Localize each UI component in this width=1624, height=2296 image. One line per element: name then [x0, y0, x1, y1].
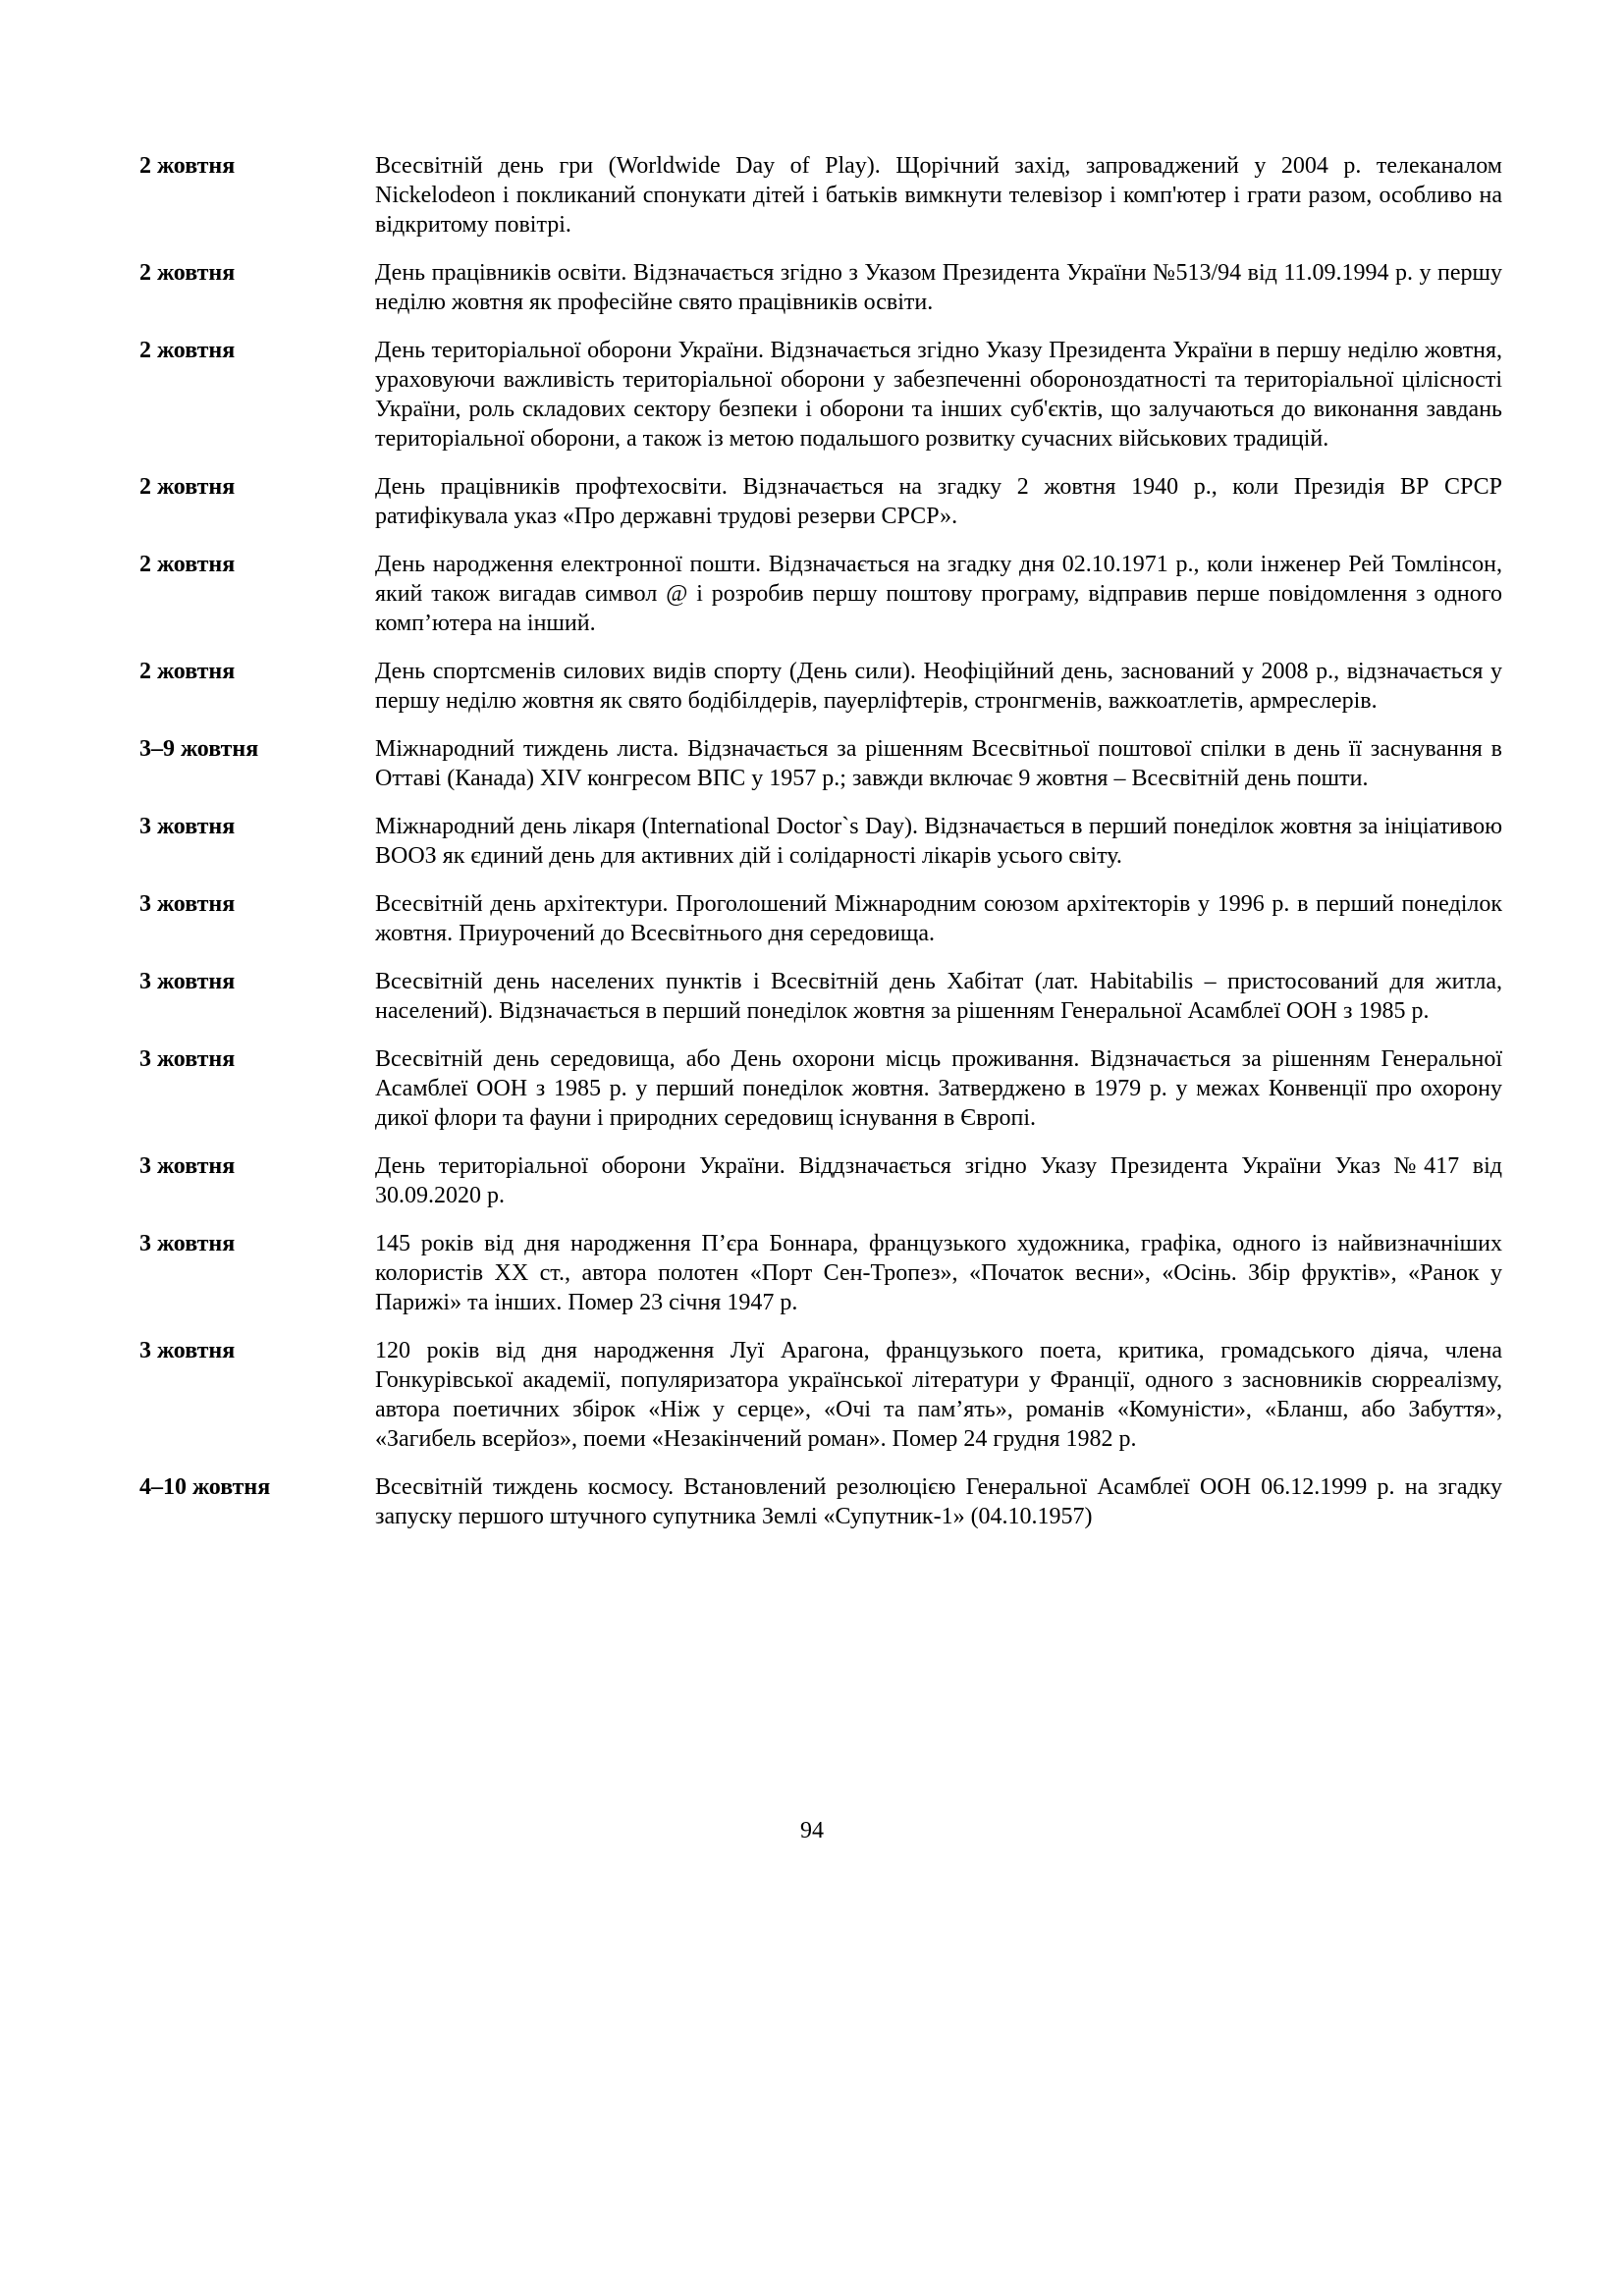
calendar-entry: [139, 657, 1502, 716]
entry-description: День працівників профтехосвіти. Відзначається на згадку 2 жовтня 1940 р., коли Президія ВР СРСР ратифікувала указ «Про державні трудові резерви СРСР».: [375, 474, 1502, 529]
entry-description: 120 років від дня народження Луї Арагона, французького поета, критика, громадського діяча, члена Гонкурівської академії, популяризатора української літератури у Франції, одного з засновників сюрреалізму, автора поетичних збірок «Ніж у серце», «Очі та пам’ять», романів «Комуністи», «Бланш, або Забуття», «Загибель всерйоз», поеми «Незакінчений роман». Помер 24 грудня 1982 р.: [375, 1338, 1502, 1452]
page-number: 94: [800, 1818, 824, 1843]
entry-description: Всесвітній день населених пунктів і Всесвітній день Хабітат (лат. Habitabilis – пристосований для житла, населений). Відзначається в перший понеділок жовтня за рішенням Генеральної Асамблеї ООН з 1985 р.: [375, 969, 1502, 1024]
entry-description: День працівників освіти. Відзначається згідно з Указом Президента України №513/94 від 11.09.1994 р. у першу неділю жовтня як професійне свято працівників освіти.: [375, 260, 1502, 315]
entry-description: Всесвітній день архітектури. Проголошений Міжнародним союзом архітекторів у 1996 р. в перший понеділок жовтня. Приурочений до Всесвітнього дня середовища.: [375, 891, 1502, 946]
calendar-entry: [139, 734, 1502, 793]
entry-date: 3 жовтня: [139, 1046, 236, 1072]
calendar-entry: [139, 967, 1502, 1026]
entry-description: Всесвітній день середовища, або День охорони місць проживання. Відзначається за рішенням Генеральної Асамблеї ООН з 1985 р. у перший понеділок жовтня. Затверджено в 1979 р. у межах Конвенції про охорону дикої флори та фауни і природних середовищ існування в Європі.: [375, 1046, 1502, 1131]
entry-date: 2 жовтня: [139, 552, 236, 577]
entry-date: 4–10 жовтня: [139, 1474, 271, 1500]
calendar-entry: [139, 472, 1502, 531]
entry-description: Всесвітній день гри (Worldwide Day of Play). Щорічний захід, запроваджений у 2004 р. телеканалом Nickelodeon і покликаний спонукати дітей і батьків вимкнути телевізор і комп'ютер і грати разом, особливо на відкритому повітрі.: [375, 153, 1502, 238]
entry-description: 145 років від дня народження П’єра Боннара, французького художника, графіка, одного із найвизначніших колористів XX ст., автора полотен «Порт Сен-Тропез», «Початок весни», «Осінь. Збір фруктів», «Ранок у Парижі» та інших. Помер 23 січня 1947 р.: [375, 1231, 1502, 1315]
entry-date: 2 жовтня: [139, 153, 236, 179]
calendar-entry: [139, 258, 1502, 317]
entry-date: 2 жовтня: [139, 474, 236, 500]
calendar-entry: [139, 336, 1502, 454]
entry-description: Міжнародний тиждень листа. Відзначається за рішенням Всесвітньої поштової спілки в день її заснування в Оттаві (Канада) XIV конгресом ВПС у 1957 р.; завжди включає 9 жовтня – Всесвітній день пошти.: [375, 736, 1502, 791]
calendar-entry: [139, 550, 1502, 638]
entry-date: 2 жовтня: [139, 659, 236, 684]
entry-date: 3 жовтня: [139, 1338, 236, 1363]
calendar-entry: [139, 151, 1502, 240]
entry-description: День територіальної оборони України. Відзначається згідно Указу Президента України в першу неділю жовтня, ураховуючи важливість територіальної оборони у забезпеченні обороноздатності та територіальної цілісності України, роль складових сектору безпеки і оборони та інших суб'єктів, що залучаються до виконання завдань територіальної оборони, а також із метою подальшого розвитку сучасних військових традицій.: [375, 338, 1502, 452]
entry-date: 3 жовтня: [139, 814, 236, 839]
entry-date: 3 жовтня: [139, 1153, 236, 1179]
calendar-entry: [139, 1229, 1502, 1317]
calendar-entry: [139, 1151, 1502, 1210]
entry-date: 2 жовтня: [139, 338, 236, 363]
calendar-entry: [139, 1336, 1502, 1454]
calendar-entry: [139, 889, 1502, 948]
entry-date: 3 жовтня: [139, 891, 236, 917]
entry-description: Всесвітній тиждень космосу. Встановлений резолюцією Генеральної Асамблеї ООН 06.12.1999 р. на згадку запуску першого штучного супутника Землі «Супутник-1» (04.10.1957): [375, 1474, 1502, 1529]
entry-description: День народження електронної пошти. Відзначається на згадку дня 02.10.1971 р., коли інженер Рей Томлінсон, який також вигадав символ @ і розробив першу поштову програму, відправив перше повідомлення з одного комп’ютера на інший.: [375, 552, 1502, 636]
entry-description: День спортсменів силових видів спорту (День сили). Неофіційний день, заснований у 2008 р., відзначається у першу неділю жовтня як свято бодібілдерів, пауерліфтерів, стронгменів, важкоатлетів, армреслерів.: [375, 659, 1502, 714]
entry-date: 3 жовтня: [139, 969, 236, 994]
calendar-entry: [139, 1472, 1502, 1531]
entry-description: Міжнародний день лікаря (International Doctor`s Day). Відзначається в перший понеділок жовтня за ініціативою ВООЗ як єдиний день для активних дій і солідарності лікарів усього світу.: [375, 814, 1502, 869]
calendar-entry: [139, 812, 1502, 871]
entry-date: 3 жовтня: [139, 1231, 236, 1256]
entry-description: День територіальної оборони України. Віддзначається згідно Указу Президента України Указ №417 від 30.09.2020 р.: [375, 1153, 1502, 1208]
calendar-entries: [139, 151, 1502, 1550]
entry-date: 3–9 жовтня: [139, 736, 259, 762]
calendar-entry: [139, 1044, 1502, 1133]
entry-date: 2 жовтня: [139, 260, 236, 286]
